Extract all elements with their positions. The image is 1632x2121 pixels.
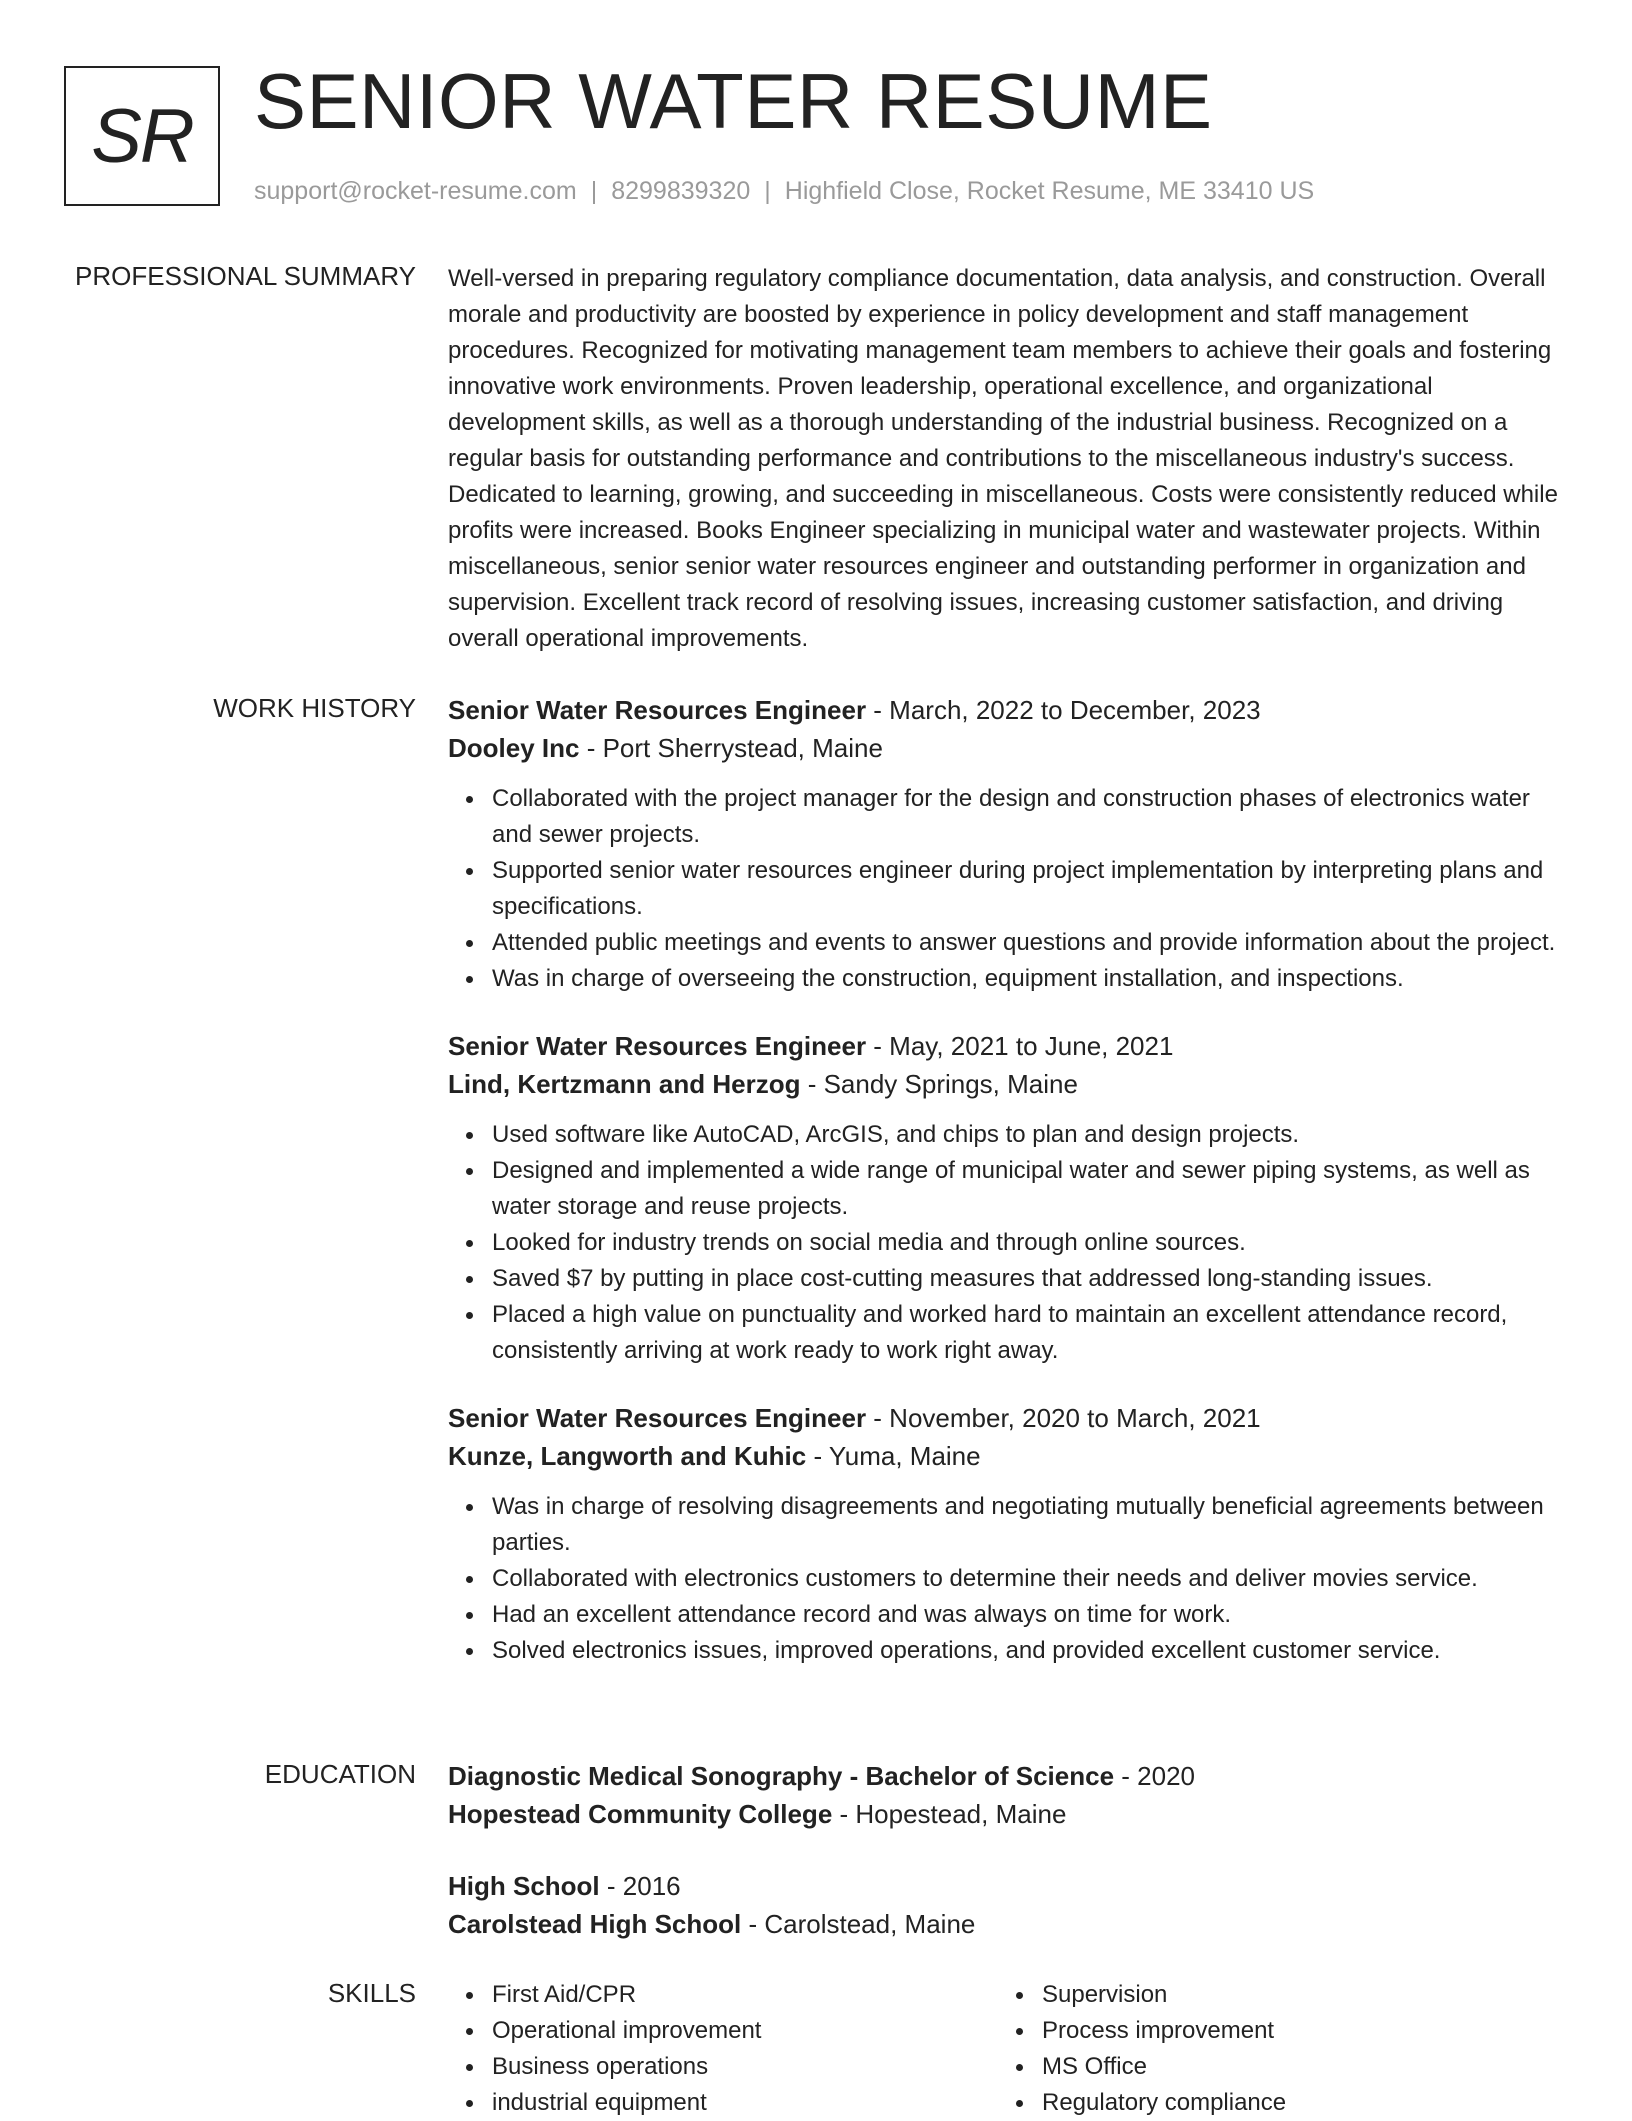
contact-email[interactable]: support@rocket-resume.com xyxy=(254,177,577,205)
job-entry xyxy=(448,691,1568,997)
job-dates: - March, 2022 to December, 2023 xyxy=(866,695,1261,725)
job-entry xyxy=(448,1399,1568,1669)
skills-body xyxy=(448,1977,1568,2121)
skills-list xyxy=(448,1977,998,2121)
education-location: - Carolstead, Maine xyxy=(741,1909,976,1939)
job-entry xyxy=(448,1027,1568,1369)
job-location: - Port Sherrystead, Maine xyxy=(579,733,883,763)
education-school-line xyxy=(448,1905,1568,1943)
job-bullet: Used software like AutoCAD, ArcGIS, and chips to plan and design projects. xyxy=(492,1117,1568,1153)
monogram-logo: SR xyxy=(64,66,220,206)
skill-item: First Aid/CPR xyxy=(492,1977,998,2013)
section-label-education: EDUCATION xyxy=(264,1759,416,1789)
education-school: Carolstead High School xyxy=(448,1909,742,1939)
job-bullet: Placed a high value on punctuality and worked hard to maintain an excellent attendance record, consistently arriving at work ready to work right away. xyxy=(492,1297,1568,1369)
education-entry xyxy=(448,1867,1568,1943)
section-label-work: WORK HISTORY xyxy=(213,693,416,723)
skill-item: Business operations xyxy=(492,2049,998,2085)
skill-item: industrial equipment xyxy=(492,2085,998,2121)
skills-column-right xyxy=(998,1977,1548,2121)
summary-body xyxy=(448,261,1568,657)
skill-item: MS Office xyxy=(1042,2049,1548,2085)
job-bullet: Had an excellent attendance record and was always on time for work. xyxy=(492,1597,1568,1633)
job-company-line xyxy=(448,1437,1568,1475)
job-bullet: Was in charge of resolving disagreements and negotiating mutually beneficial agreements between parties. xyxy=(492,1489,1568,1561)
job-bullets xyxy=(448,781,1568,997)
education-entry xyxy=(448,1757,1568,1833)
education-degree: High School xyxy=(448,1871,600,1901)
section-label-summary: PROFESSIONAL SUMMARY xyxy=(75,261,416,291)
job-location: - Yuma, Maine xyxy=(806,1441,981,1471)
contact-separator: | xyxy=(764,177,771,205)
education-year: - 2016 xyxy=(599,1871,681,1901)
education-school-line xyxy=(448,1795,1568,1833)
job-bullet: Solved electronics issues, improved operations, and provided excellent customer service. xyxy=(492,1633,1568,1669)
skill-item: Supervision xyxy=(1042,1977,1548,2013)
skills-list xyxy=(998,1977,1548,2121)
skill-item: Operational improvement xyxy=(492,2013,998,2049)
work-body xyxy=(448,691,1568,1699)
job-bullet: Attended public meetings and events to answer questions and provide information about the project. xyxy=(492,925,1568,961)
job-bullet: Collaborated with the project manager for the design and construction phases of electronics water and sewer projects. xyxy=(492,781,1568,853)
education-school: Hopestead Community College xyxy=(448,1799,833,1829)
job-bullet: Saved $7 by putting in place cost-cutting measures that addressed long-standing issues. xyxy=(492,1261,1568,1297)
job-bullet: Supported senior water resources engineer during project implementation by interpreting plans and specifications. xyxy=(492,853,1568,925)
job-title: Senior Water Resources Engineer xyxy=(448,695,867,725)
skill-item: Regulatory compliance xyxy=(1042,2085,1548,2121)
skill-item: Process improvement xyxy=(1042,2013,1548,2049)
job-bullets xyxy=(448,1489,1568,1669)
contact-separator: | xyxy=(590,177,598,205)
job-bullets xyxy=(448,1117,1568,1369)
contact-phone[interactable]: 8299839320 xyxy=(611,177,751,205)
resume-name: SENIOR WATER RESUME xyxy=(254,57,1213,145)
job-company: Dooley Inc xyxy=(448,733,580,763)
education-body xyxy=(448,1757,1568,1977)
education-location: - Hopestead, Maine xyxy=(832,1799,1067,1829)
education-year: - 2020 xyxy=(1114,1761,1195,1791)
job-location: - Sandy Springs, Maine xyxy=(800,1069,1078,1099)
job-dates: - November, 2020 to March, 2021 xyxy=(866,1403,1261,1433)
section-label-skills: SKILLS xyxy=(327,1978,416,2008)
job-bullet: Collaborated with electronics customers to determine their needs and deliver movies service. xyxy=(492,1561,1568,1597)
education-degree-line xyxy=(448,1757,1568,1795)
job-title: Senior Water Resources Engineer xyxy=(448,1031,867,1061)
contact-address: Highfield Close, Rocket Resume, ME 33410 US xyxy=(784,177,1315,205)
job-bullet: Was in charge of overseeing the construction, equipment installation, and inspections. xyxy=(492,961,1568,997)
job-company: Kunze, Langworth and Kuhic xyxy=(448,1441,807,1471)
job-title-line xyxy=(448,1399,1568,1437)
education-degree-line xyxy=(448,1867,1568,1905)
skills-columns xyxy=(448,1977,1568,2121)
education-degree: Diagnostic Medical Sonography - Bachelor of Science xyxy=(448,1761,1115,1791)
job-bullet: Looked for industry trends on social media and through online sources. xyxy=(492,1225,1568,1261)
job-title: Senior Water Resources Engineer xyxy=(448,1403,867,1433)
summary-text: Well-versed in preparing regulatory compliance documentation, data analysis, and construction. Overall morale and productivity are boosted by experience in policy development and staff management procedures. Recognized for motivating management team members to achieve their goals and fostering innovative work environments. Proven leadership, operational excellence, and organizational development skills, as well as a thorough understanding of the industrial business. Recognized on a regular basis for outstanding performance and contributions to the miscellaneous industry's success. Dedicated to learning, growing, and succeeding in miscellaneous. Costs were consistently reduced while profits were increased. Books Engineer specializing in municipal water and wastewater projects. Within miscellaneous, senior senior water resources engineer and outstanding performer in organization and supervision. Excellent track record of resolving issues, increasing customer satisfaction, and driving overall operational improvements. xyxy=(448,265,1558,652)
job-company-line xyxy=(448,729,1568,767)
job-company: Lind, Kertzmann and Herzog xyxy=(448,1069,801,1099)
job-title-line xyxy=(448,1027,1568,1065)
job-company-line xyxy=(448,1065,1568,1103)
contact-line xyxy=(254,174,1314,208)
skills-column-left xyxy=(448,1977,998,2121)
job-bullet: Designed and implemented a wide range of municipal water and sewer piping systems, as well as water storage and reuse projects. xyxy=(492,1153,1568,1225)
job-title-line xyxy=(448,691,1568,729)
job-dates: - May, 2021 to June, 2021 xyxy=(866,1031,1174,1061)
